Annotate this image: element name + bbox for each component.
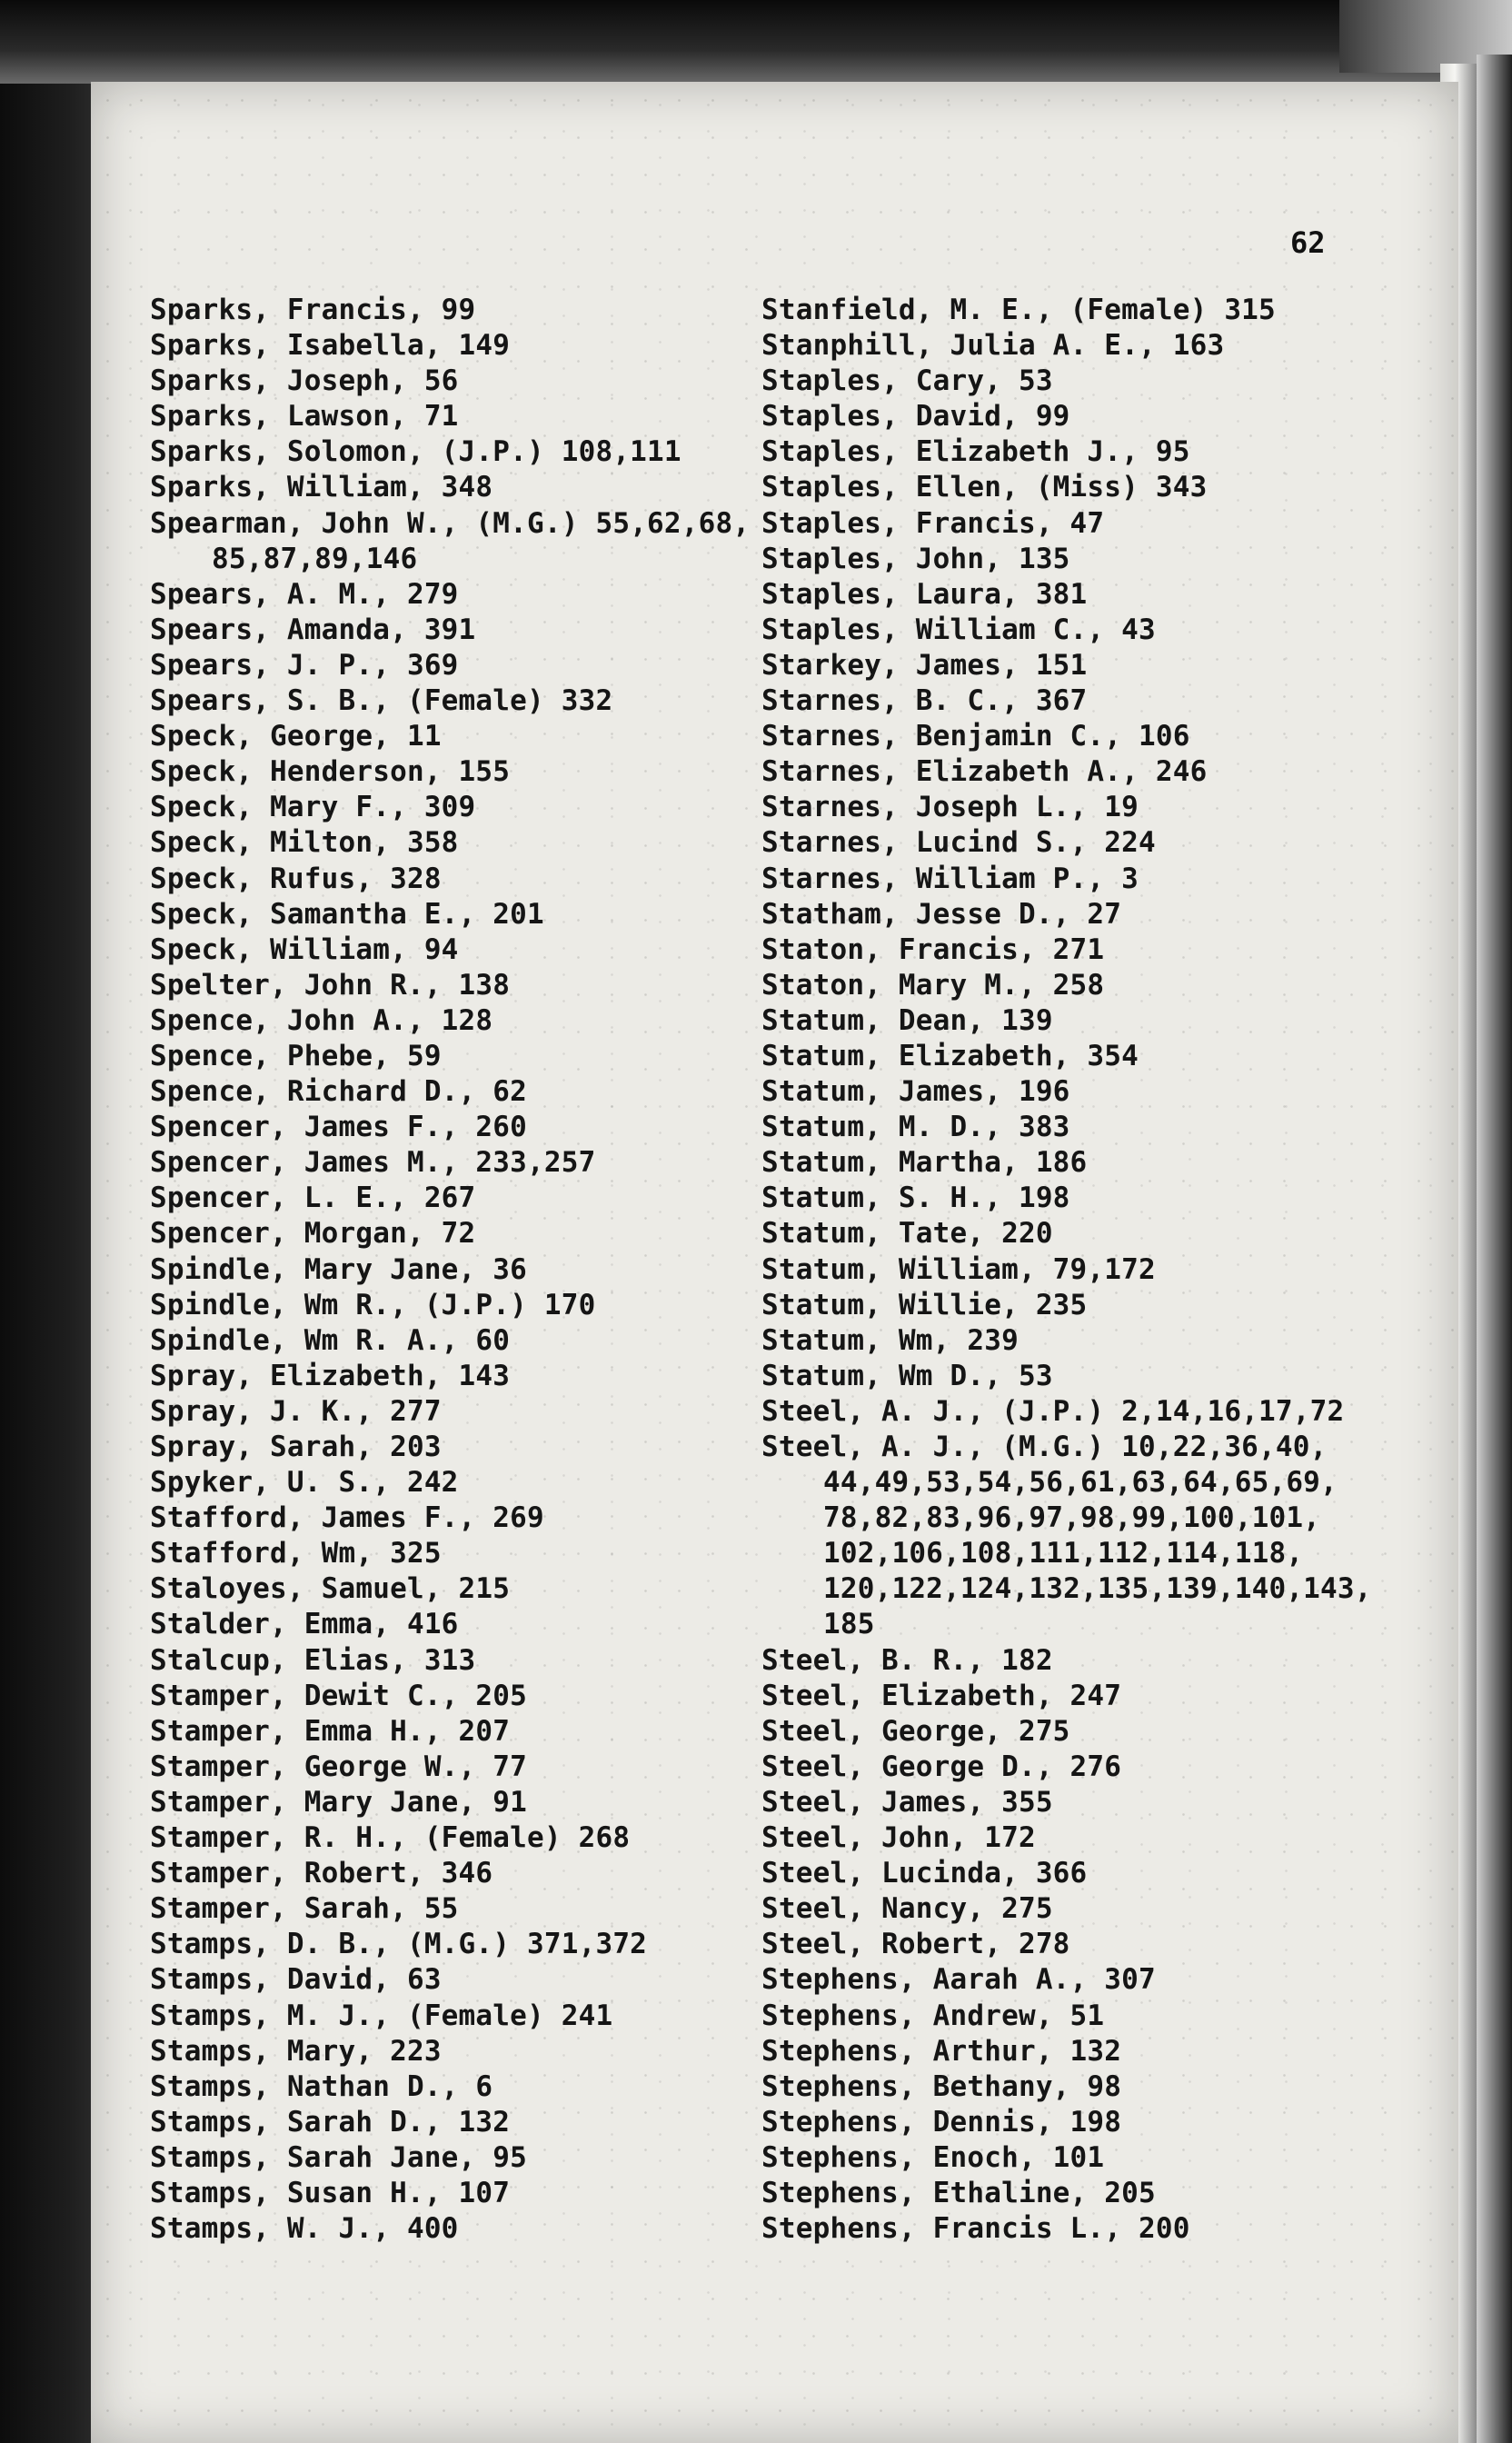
index-entry: Stamper, Robert, 346 — [150, 1857, 493, 1890]
index-entry: Speck, Milton, 358 — [150, 826, 459, 860]
index-entry: Sparks, William, 348 — [150, 471, 493, 504]
index-entry: Sparks, Solomon, (J.P.) 108,111 — [150, 435, 681, 469]
index-entry: Stamps, David, 63 — [150, 1963, 442, 1997]
index-entry: Statum, Tate, 220 — [761, 1217, 1053, 1251]
index-entry: Starnes, Benjamin C., 106 — [761, 720, 1190, 753]
index-entry: Starnes, B. C., 367 — [761, 684, 1088, 718]
index-entry: Steel, Nancy, 275 — [761, 1892, 1053, 1926]
index-entry: Statham, Jesse D., 27 — [761, 897, 1122, 931]
index-entry: Statum, Dean, 139 — [761, 1003, 1053, 1037]
index-entry-continuation: 78,82,83,96,97,98,99,100,101, — [823, 1501, 1321, 1535]
index-entry: Spence, Phebe, 59 — [150, 1039, 442, 1072]
index-entry: Stamps, Nathan D., 6 — [150, 2069, 493, 2103]
index-entry: Statum, James, 196 — [761, 1075, 1070, 1109]
index-entry: Steel, George D., 276 — [761, 1750, 1122, 1783]
index-entry: Steel, B. R., 182 — [761, 1643, 1053, 1677]
index-entry: Staton, Mary M., 258 — [761, 968, 1105, 1002]
index-entry: Stephens, Aarah A., 307 — [761, 1963, 1156, 1997]
index-entry: Staton, Francis, 271 — [761, 932, 1105, 966]
index-entry: Spindle, Mary Jane, 36 — [150, 1252, 527, 1286]
index-entry: Stamps, Sarah Jane, 95 — [150, 2140, 527, 2174]
index-entry: Speck, Samantha E., 201 — [150, 897, 544, 931]
index-entry: Stamper, George W., 77 — [150, 1750, 527, 1783]
index-entry: Statum, Willie, 235 — [761, 1288, 1088, 1321]
index-entry: Stamper, R. H., (Female) 268 — [150, 1821, 631, 1855]
index-entry: Spelter, John R., 138 — [150, 968, 511, 1002]
index-entry: Spears, S. B., (Female) 332 — [150, 684, 613, 718]
index-entry: Stamper, Sarah, 55 — [150, 1892, 459, 1926]
index-entry: Speck, Rufus, 328 — [150, 862, 442, 895]
index-entry: Staples, Elizabeth J., 95 — [761, 435, 1190, 469]
index-entry: Stamper, Emma H., 207 — [150, 1714, 511, 1748]
index-entry: Stamps, M. J., (Female) 241 — [150, 1999, 613, 2032]
index-entry: Spencer, Morgan, 72 — [150, 1217, 476, 1251]
index-entry: Spears, A. M., 279 — [150, 577, 459, 611]
index-entry: Statum, Martha, 186 — [761, 1146, 1088, 1180]
index-entry: Speck, William, 94 — [150, 932, 459, 966]
index-entry: Staples, Cary, 53 — [761, 364, 1053, 398]
index-entry: Sparks, Francis, 99 — [150, 294, 476, 326]
index-entry: Spindle, Wm R., (J.P.) 170 — [150, 1288, 596, 1321]
index-entry: Stephens, Enoch, 101 — [761, 2140, 1105, 2174]
index-entry: Starnes, Joseph L., 19 — [761, 791, 1139, 824]
index-entry: Stafford, Wm, 325 — [150, 1537, 442, 1570]
index-entry: Stamps, Sarah D., 132 — [150, 2105, 511, 2139]
index-entry: Steel, A. J., (M.G.) 10,22,36,40, — [761, 1431, 1328, 1463]
index-entry: Stamps, Mary, 223 — [150, 2034, 442, 2068]
index-entry: Steel, James, 355 — [761, 1785, 1053, 1819]
index-entry: Steel, Elizabeth, 247 — [761, 1679, 1122, 1712]
index-entry: Stephens, Andrew, 51 — [761, 1999, 1105, 2032]
index-entry: Spearman, John W., (M.G.) 55,62,68, — [150, 506, 751, 540]
index-entry: Staloyes, Samuel, 215 — [150, 1572, 511, 1606]
index-entry: Statum, William, 79,172 — [761, 1252, 1156, 1286]
index-entry: Stamps, W. J., 400 — [150, 2212, 459, 2246]
index-entry: Spray, Elizabeth, 143 — [150, 1359, 511, 1392]
index-entry: Stamps, Susan H., 107 — [150, 2176, 511, 2209]
index-entry: Starnes, Lucind S., 224 — [761, 826, 1156, 860]
index-entry: Steel, Lucinda, 366 — [761, 1857, 1088, 1890]
index-entry: Sparks, Isabella, 149 — [150, 329, 511, 363]
index-entry: Stafford, James F., 269 — [150, 1501, 544, 1535]
index-entry: Speck, George, 11 — [150, 720, 442, 753]
index-entry: Spencer, James M., 233,257 — [150, 1146, 596, 1180]
index-entry: Starnes, Elizabeth A., 246 — [761, 755, 1208, 789]
index-entry: Spindle, Wm R. A., 60 — [150, 1323, 511, 1357]
index-entry: Stamper, Dewit C., 205 — [150, 1679, 527, 1712]
index-entry-continuation: 120,122,124,132,135,139,140,143, — [823, 1572, 1372, 1606]
index-entry: Stalder, Emma, 416 — [150, 1608, 459, 1641]
index-entry-continuation: 102,106,108,111,112,114,118, — [823, 1537, 1304, 1570]
index-entry: Staples, Ellen, (Miss) 343 — [761, 471, 1208, 504]
index-entry: Spence, Richard D., 62 — [150, 1075, 527, 1109]
index-entry: Spray, J. K., 277 — [150, 1394, 442, 1428]
index-entry: Steel, A. J., (J.P.) 2,14,16,17,72 — [761, 1394, 1345, 1428]
index-entry: Stephens, Ethaline, 205 — [761, 2176, 1156, 2209]
scan-frame-top — [0, 0, 1512, 84]
index-entry: Statum, Wm D., 53 — [761, 1359, 1053, 1392]
index-entry: Statum, M. D., 383 — [761, 1111, 1070, 1144]
index-entry: Stamper, Mary Jane, 91 — [150, 1785, 527, 1819]
page-number: 62 — [1290, 225, 1326, 260]
index-entry: Sparks, Lawson, 71 — [150, 400, 459, 434]
index-entry: Statum, S. H., 198 — [761, 1182, 1070, 1215]
index-entry: Stalcup, Elias, 313 — [150, 1643, 476, 1677]
index-entry: Spears, Amanda, 391 — [150, 613, 476, 646]
index-entry-continuation: 85,87,89,146 — [212, 542, 418, 575]
index-entry: Spray, Sarah, 203 — [150, 1431, 442, 1463]
index-entry: Staples, Laura, 381 — [761, 577, 1088, 611]
index-entry: Speck, Mary F., 309 — [150, 791, 476, 824]
index-entry: Spears, J. P., 369 — [150, 648, 459, 682]
page-edge-shadow — [1477, 55, 1512, 2443]
index-entry: Spyker, U. S., 242 — [150, 1466, 459, 1500]
index-entry: Staples, John, 135 — [761, 542, 1070, 575]
index-entry: Stamps, D. B., (M.G.) 371,372 — [150, 1928, 648, 1961]
index-entry: Staples, William C., 43 — [761, 613, 1156, 646]
index-entry: Starkey, James, 151 — [761, 648, 1088, 682]
index-column-right — [761, 293, 1416, 2247]
index-entry: Statum, Wm, 239 — [761, 1323, 1019, 1357]
index-entry: Sparks, Joseph, 56 — [150, 364, 459, 398]
index-entry: Stephens, Bethany, 98 — [761, 2069, 1122, 2103]
index-entry-continuation: 44,49,53,54,56,61,63,64,65,69, — [823, 1466, 1338, 1500]
index-entry: Statum, Elizabeth, 354 — [761, 1039, 1139, 1072]
index-entry: Steel, Robert, 278 — [761, 1928, 1070, 1961]
index-entry: Spence, John A., 128 — [150, 1003, 493, 1037]
index-entry: Staples, David, 99 — [761, 400, 1070, 434]
scan-frame-left — [0, 0, 98, 2443]
index-entry: Spencer, L. E., 267 — [150, 1182, 476, 1215]
index-entry: Steel, George, 275 — [761, 1714, 1070, 1748]
index-entry: Stanphill, Julia A. E., 163 — [761, 329, 1225, 363]
index-entry: Spencer, James F., 260 — [150, 1111, 527, 1144]
index-entry: Stanfield, M. E., (Female) 315 — [761, 294, 1276, 326]
index-entry: Stephens, Arthur, 132 — [761, 2034, 1122, 2068]
index-entry: Speck, Henderson, 155 — [150, 755, 511, 789]
index-entry-continuation: 185 — [823, 1608, 875, 1641]
index-entry: Stephens, Francis L., 200 — [761, 2212, 1190, 2246]
index-entry: Starnes, William P., 3 — [761, 862, 1139, 895]
index-entry: Stephens, Dennis, 198 — [761, 2105, 1122, 2139]
index-entry: Steel, John, 172 — [761, 1821, 1036, 1855]
index-entry: Staples, Francis, 47 — [761, 506, 1105, 540]
index-column-left — [150, 293, 804, 2247]
